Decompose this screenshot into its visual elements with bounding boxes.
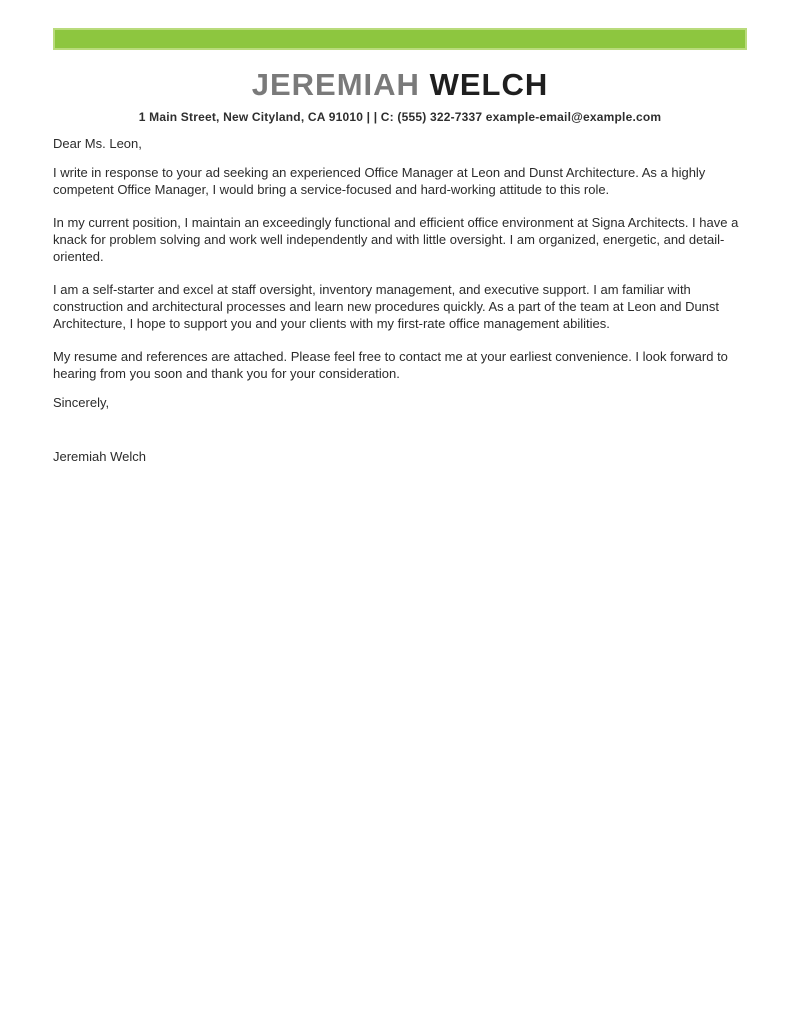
candidate-first-name: JEREMIAH [251,67,420,102]
paragraph-2: In my current position, I maintain an exceedingly functional and efficient office environment at Signa Architects. I have a knack for problem solving and work well independently and with little oversight. I am organized, energetic, and detail-oriented. [53,215,739,264]
letter-header [0,66,800,124]
closing: Sincerely, [53,395,110,410]
signature-name: Jeremiah Welch [53,449,146,464]
candidate-last-name: WELCH [429,67,549,102]
paragraph-4: My resume and references are attached. Please feel free to contact me at your earliest convenience. I look forward to hearing from you soon and thank you for your consideration. [53,349,728,381]
contact-line: 1 Main Street, New Cityland, CA 91010 | | C: (555) 322-7337 example-email@example.com [138,110,662,124]
greeting: Dear Ms. Leon, [53,136,142,151]
letter-body [53,135,747,465]
paragraph-3: I am a self-starter and excel at staff oversight, inventory management, and executive support. I am familiar with construction and architectural processes and learn new procedures quickly. As a part of the team at Leon and Dunst Architecture, I hope to support you and your clients with my first-rate office management abilities. [53,282,720,331]
accent-bar [53,28,747,50]
paragraph-1: I write in response to your ad seeking an experienced Office Manager at Leon and Dunst Architecture. As a highly competent Office Manager, I would bring a service-focused and hard-working attitude to this role. [53,165,706,197]
candidate-name [0,66,800,104]
